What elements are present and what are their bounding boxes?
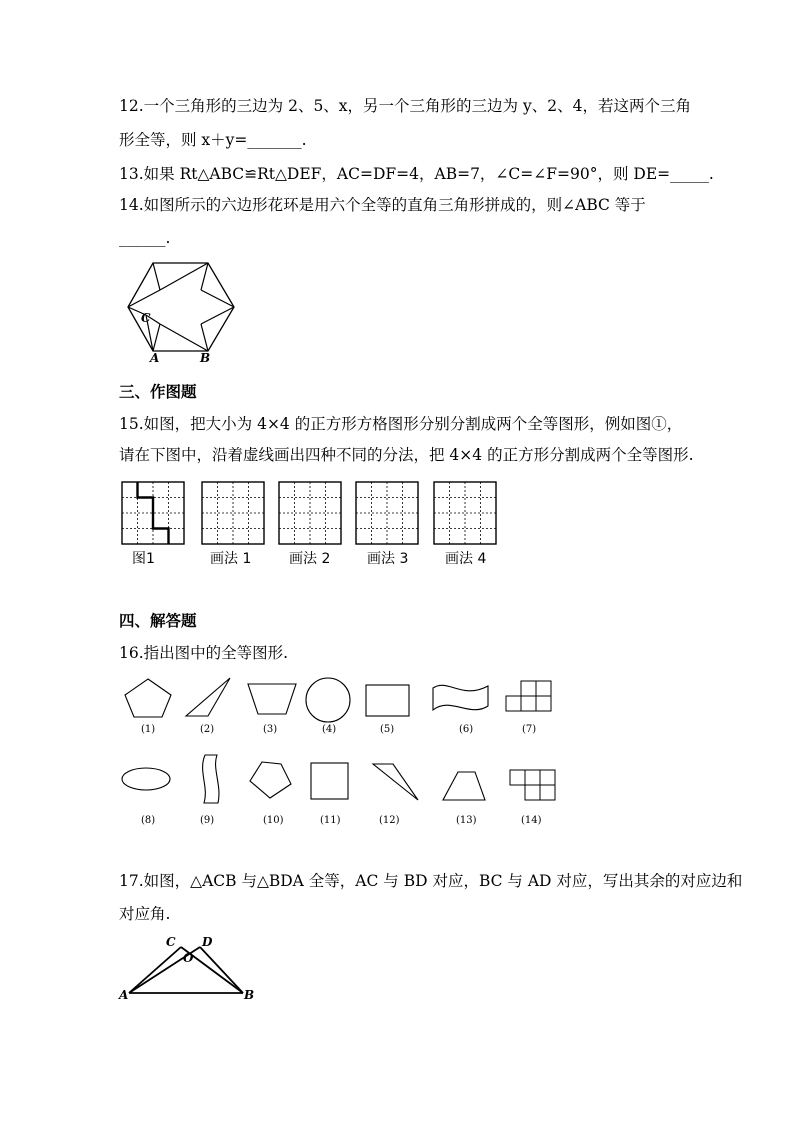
shape-label-3: (3) xyxy=(263,724,278,735)
q15-line1: 15.如图，把大小为 4×4 的正方形方格图形分别分割成两个全等图形，例如图①， xyxy=(119,415,683,433)
grid-caption-5: 画法 4 xyxy=(445,551,487,567)
q16-text: 16.指出图中的全等图形. xyxy=(119,644,289,662)
shape-6-wave xyxy=(433,685,488,710)
q15-line2: 请在下图中，沿着虚线画出四种不同的分法，把 4×4 的正方形分割成两个全等图形. xyxy=(119,446,694,464)
shape-5-rectangle xyxy=(366,685,409,716)
label-b-17: B xyxy=(244,988,255,1002)
label-c-17: C xyxy=(166,935,176,949)
shape-11-square xyxy=(311,763,348,799)
shape-label-8: (8) xyxy=(141,815,156,826)
q14-line2: ______. xyxy=(119,229,171,247)
shape-label-5: (5) xyxy=(380,724,395,735)
shape-label-6: (6) xyxy=(459,724,474,735)
q13-text: 13.如果 Rt△ABC≌Rt△DEF，AC=DF=4，AB=7，∠C=∠F=90°，则 DE=_____. xyxy=(119,165,714,183)
shape-12-triangle xyxy=(373,764,418,800)
q12-line2: 形全等，则 x＋y=_______. xyxy=(119,131,307,149)
grid-caption-3: 画法 2 xyxy=(289,551,331,567)
section-4-heading: 四、解答题 xyxy=(119,612,197,630)
shape-label-7: (7) xyxy=(522,724,537,735)
shape-label-13: (13) xyxy=(456,815,477,826)
grid-caption-1: 图1 xyxy=(132,551,155,567)
label-a: A xyxy=(150,351,160,365)
shape-label-9: (9) xyxy=(200,815,215,826)
label-o-17: O xyxy=(183,951,194,965)
q17-line1: 17.如图，△ACB 与△BDA 全等，AC 与 BD 对应，BC 与 AD 对应，写出其余的对应边和 xyxy=(119,872,743,890)
shape-1-pentagon xyxy=(125,679,171,717)
shape-13-trapezoid xyxy=(443,772,485,800)
shape-3-trapezoid xyxy=(248,684,296,714)
shape-label-1: (1) xyxy=(141,724,156,735)
shape-label-14: (14) xyxy=(521,815,542,826)
shape-label-2: (2) xyxy=(200,724,215,735)
shape-label-12: (12) xyxy=(379,815,400,826)
shape-8-ellipse xyxy=(122,768,170,790)
q17-line2: 对应角. xyxy=(119,905,171,923)
shape-10-pentagon xyxy=(250,762,291,798)
section-3-heading: 三、作图题 xyxy=(119,383,197,401)
grid-caption-4: 画法 3 xyxy=(367,551,409,567)
label-a-17: A xyxy=(119,988,129,1002)
shape-label-4: (4) xyxy=(322,724,337,735)
shape-label-11: (11) xyxy=(320,815,341,826)
label-d-17: D xyxy=(202,935,213,949)
shape-7-blocks xyxy=(506,681,551,711)
shape-4-circle xyxy=(306,678,350,722)
shape-14-blocks xyxy=(510,770,555,800)
shapes-row-1 xyxy=(0,670,794,730)
shape-9-wave-strip xyxy=(203,755,219,803)
label-b: B xyxy=(200,351,211,365)
shape-label-10: (10) xyxy=(263,815,284,826)
label-c: C xyxy=(141,311,151,325)
shape-2-triangle xyxy=(186,678,230,716)
grid-caption-2: 画法 1 xyxy=(210,551,252,567)
q14-line1: 14.如图所示的六边形花环是用六个全等的直角三角形拼成的，则∠ABC 等于 xyxy=(119,196,646,214)
shapes-row-2 xyxy=(0,755,794,815)
q12-line1: 12.一个三角形的三边为 2、5、x，另一个三角形的三边为 y、2、4，若这两个三角 xyxy=(119,97,691,115)
